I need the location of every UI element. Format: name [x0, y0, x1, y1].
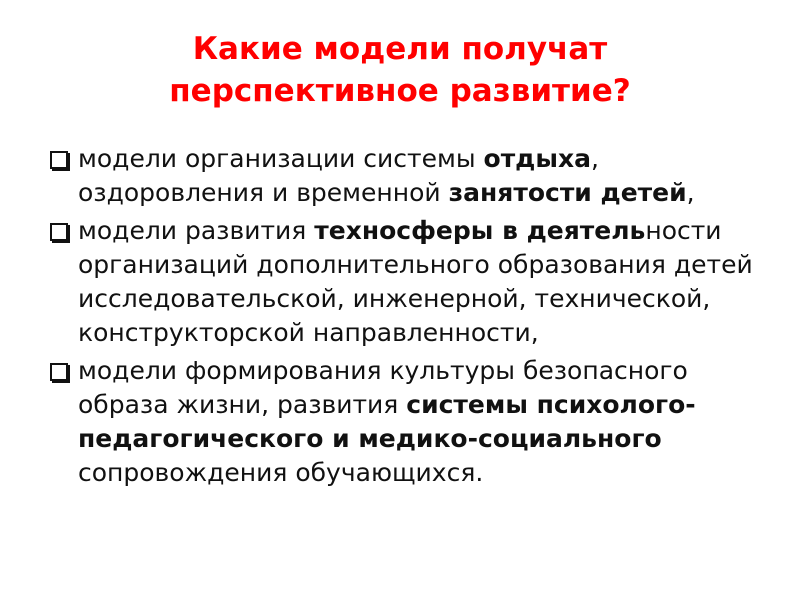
- slide-title-line: перспективное развитие?: [169, 73, 631, 109]
- text-segment-bold: системы психолого-педагогического и медико-социального: [78, 390, 696, 453]
- text-segment: ,: [686, 178, 695, 207]
- hollow-square-bullet-icon: [50, 363, 68, 381]
- bullet-list: [40, 142, 770, 494]
- text-segment-bold: занятости детей: [448, 178, 687, 207]
- text-segment: модели развития: [78, 216, 315, 245]
- bullet-text: [78, 216, 753, 347]
- text-segment: модели формирования культуры безопасного образа жизни, развития: [78, 356, 688, 419]
- bullet-item-technosphere: [40, 214, 770, 350]
- text-segment-bold: техносферы в деятель: [314, 216, 646, 245]
- text-segment: сопровождения обучающихся.: [78, 458, 484, 487]
- text-segment: , оздоровления и временной: [78, 144, 599, 207]
- hollow-square-bullet-icon: [50, 151, 68, 169]
- slide-title-line: Какие модели получат: [192, 31, 608, 67]
- slide-title: [40, 28, 760, 112]
- text-segment-bold: отдыха: [483, 144, 591, 173]
- text-segment: модели организации системы: [78, 144, 484, 173]
- bullet-item-recreation: [40, 142, 770, 210]
- bullet-item-safety-culture: [40, 354, 770, 490]
- text-segment: ности организаций дополнительного образования детей исследовательской, инженерной, технической, конструкторской направленности,: [78, 216, 753, 347]
- bullet-text: [78, 356, 696, 487]
- bullet-text: [78, 144, 695, 207]
- hollow-square-bullet-icon: [50, 223, 68, 241]
